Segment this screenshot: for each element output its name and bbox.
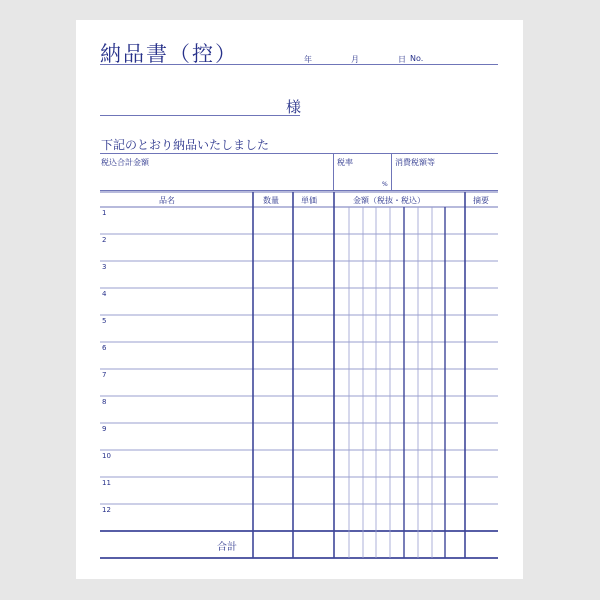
- header-quantity: 数量: [263, 196, 279, 205]
- row-number: 12: [102, 506, 111, 514]
- number-label: No.: [410, 54, 424, 63]
- row-number: 6: [102, 344, 107, 352]
- header-unit-price: 単価: [301, 196, 317, 205]
- header-amount: 金額（税抜・税込）: [353, 196, 425, 205]
- addressee-suffix: 様: [286, 98, 302, 116]
- notice-text: 下記のとおり納品いたしました: [101, 138, 270, 152]
- row-number: 10: [102, 452, 111, 460]
- percent-sign: %: [382, 181, 388, 188]
- header-remarks: 摘要: [473, 196, 489, 205]
- row-number: 4: [102, 290, 107, 298]
- row-number: 1: [102, 209, 107, 217]
- row-number: 5: [102, 317, 107, 325]
- consumption-tax-label: 消費税額等: [395, 158, 435, 167]
- row-number: 2: [102, 236, 107, 244]
- row-number: 9: [102, 425, 107, 433]
- row-number: 11: [102, 479, 111, 487]
- form-title: 納品書（控）: [100, 42, 238, 66]
- tax-rate-label: 税率: [337, 158, 353, 167]
- day-label: 日: [398, 55, 406, 64]
- year-label: 年: [304, 55, 312, 64]
- header-item: 品名: [159, 196, 175, 205]
- row-number: 8: [102, 398, 107, 406]
- row-number: 7: [102, 371, 107, 379]
- total-label: 合計: [217, 542, 237, 553]
- month-label: 月: [351, 55, 359, 64]
- total-with-tax-label: 税込合計金額: [101, 158, 149, 167]
- row-number: 3: [102, 263, 107, 271]
